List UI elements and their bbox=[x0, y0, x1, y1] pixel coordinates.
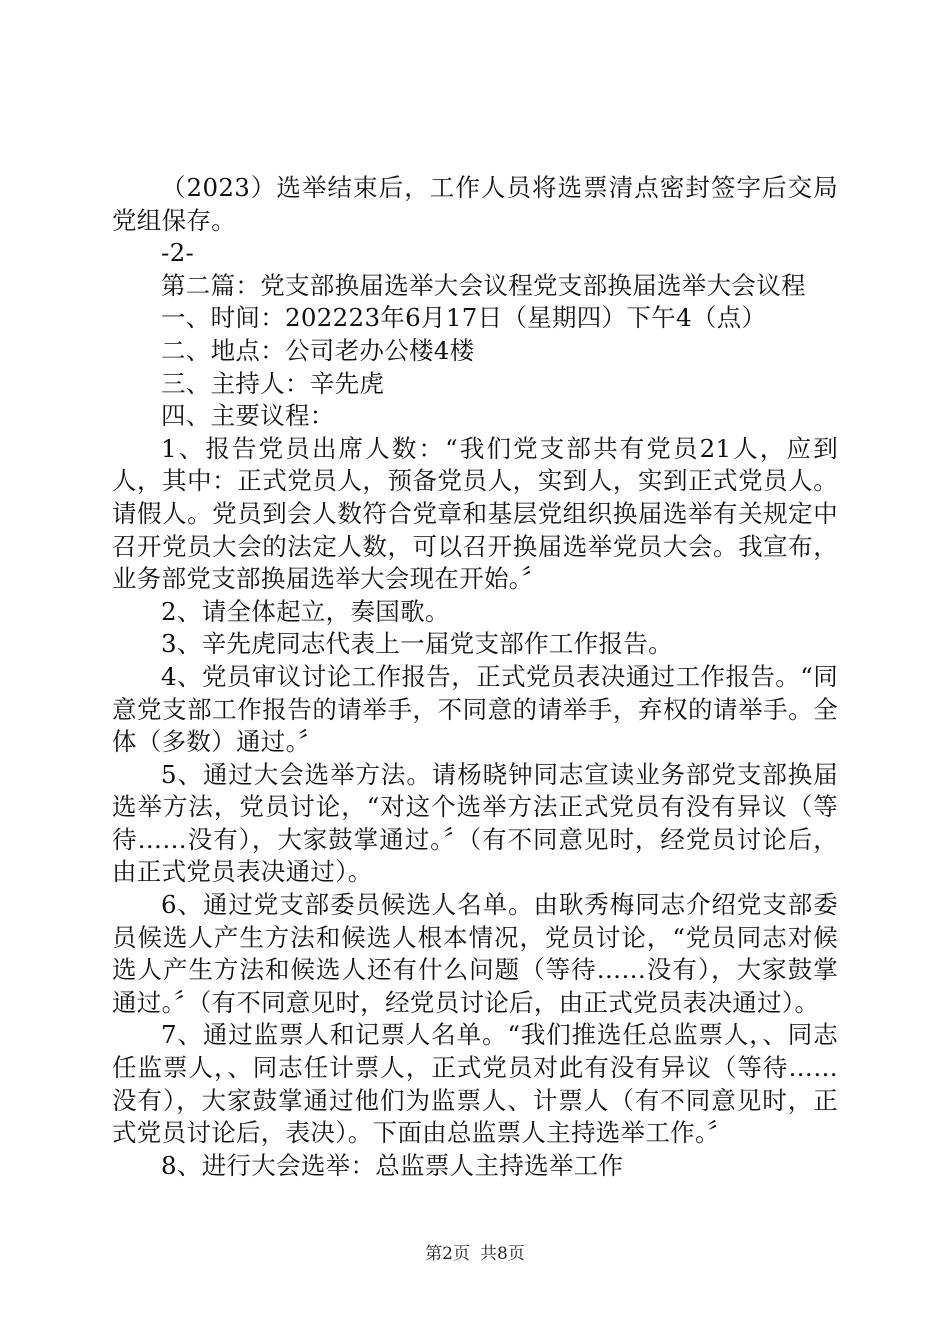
page-footer bbox=[0, 1242, 950, 1266]
agenda-item-1: 1、报告党员出席人数：“我们党支部共有党员21人，应到人，其中：正式党员人，预备党员人，实到人，实到正式党员人。请假人。党员到会人数符合党章和基层党组织换届选举有关规定中召开党员大会的法定人数，可以召开换届选举党员大会。我宣布，业务部党支部换届选举大会现在开始。〞 bbox=[112, 433, 838, 594]
agenda-location: 二、地点：公司老办公楼4楼 bbox=[161, 335, 475, 365]
agenda-item-8: 8、进行大会选举：总监票人主持选举工作 bbox=[161, 1150, 624, 1180]
page-number: 第2页 bbox=[425, 1244, 470, 1264]
agenda-item-4: 4、党员审议讨论工作报告，正式党员表决通过工作报告。“同意党支部工作报告的请举手，不同意的请举手，弃权的请举手。全体（多数）通过。〞 bbox=[112, 661, 838, 757]
page-total: 共8页 bbox=[480, 1244, 525, 1264]
agenda-main-heading: 四、主要议程： bbox=[161, 401, 335, 431]
section-title: 第二篇：党支部换届选举大会议程党支部换届选举大会议程 bbox=[161, 270, 806, 300]
agenda-item-5: 5、通过大会选举方法。请杨晓钟同志宣读业务部党支部换届选举方法，党员讨论，“对这个选举方法正式党员有没有异议（等待……没有），大家鼓掌通过。〞（有不同意见时，经党员讨论后，由正式党员表决通过）。 bbox=[112, 759, 838, 887]
page-marker: -2- bbox=[161, 238, 195, 268]
document-body bbox=[112, 172, 838, 1182]
agenda-item-7: 7、通过监票人和记票人名单。“我们推选任总监票人，、同志任监票人，、同志任计票人，正式党员对此有没有异议（等待……没有），大家鼓掌通过他们为监票人、计票人（有不同意见时，正式党员讨论后，表决）。下面由总监票人主持选举工作。〞 bbox=[112, 1020, 838, 1148]
paragraph-ballot-storage: （2023）选举结束后，工作人员将选票清点密封签字后交局党组保存。 bbox=[112, 173, 838, 235]
agenda-item-6: 6、通过党支部委员候选人名单。由耿秀梅同志介绍党支部委员候选人产生方法和候选人根本情况，党员讨论，“党员同志对候选人产生方法和候选人还有什么问题（等待……没有），大家鼓掌通过。〞（有不同意见时，经党员讨论后，由正式党员表决通过）。 bbox=[112, 890, 838, 1017]
agenda-host: 三、主持人：辛先虎 bbox=[161, 368, 385, 398]
agenda-item-3: 3、辛先虎同志代表上一届党支部作工作报告。 bbox=[161, 629, 673, 659]
agenda-time: 一、时间：202223年6月17日（星期四）下午4（点） bbox=[161, 303, 767, 333]
agenda-item-2: 2、请全体起立，奏国歌。 bbox=[161, 596, 450, 626]
